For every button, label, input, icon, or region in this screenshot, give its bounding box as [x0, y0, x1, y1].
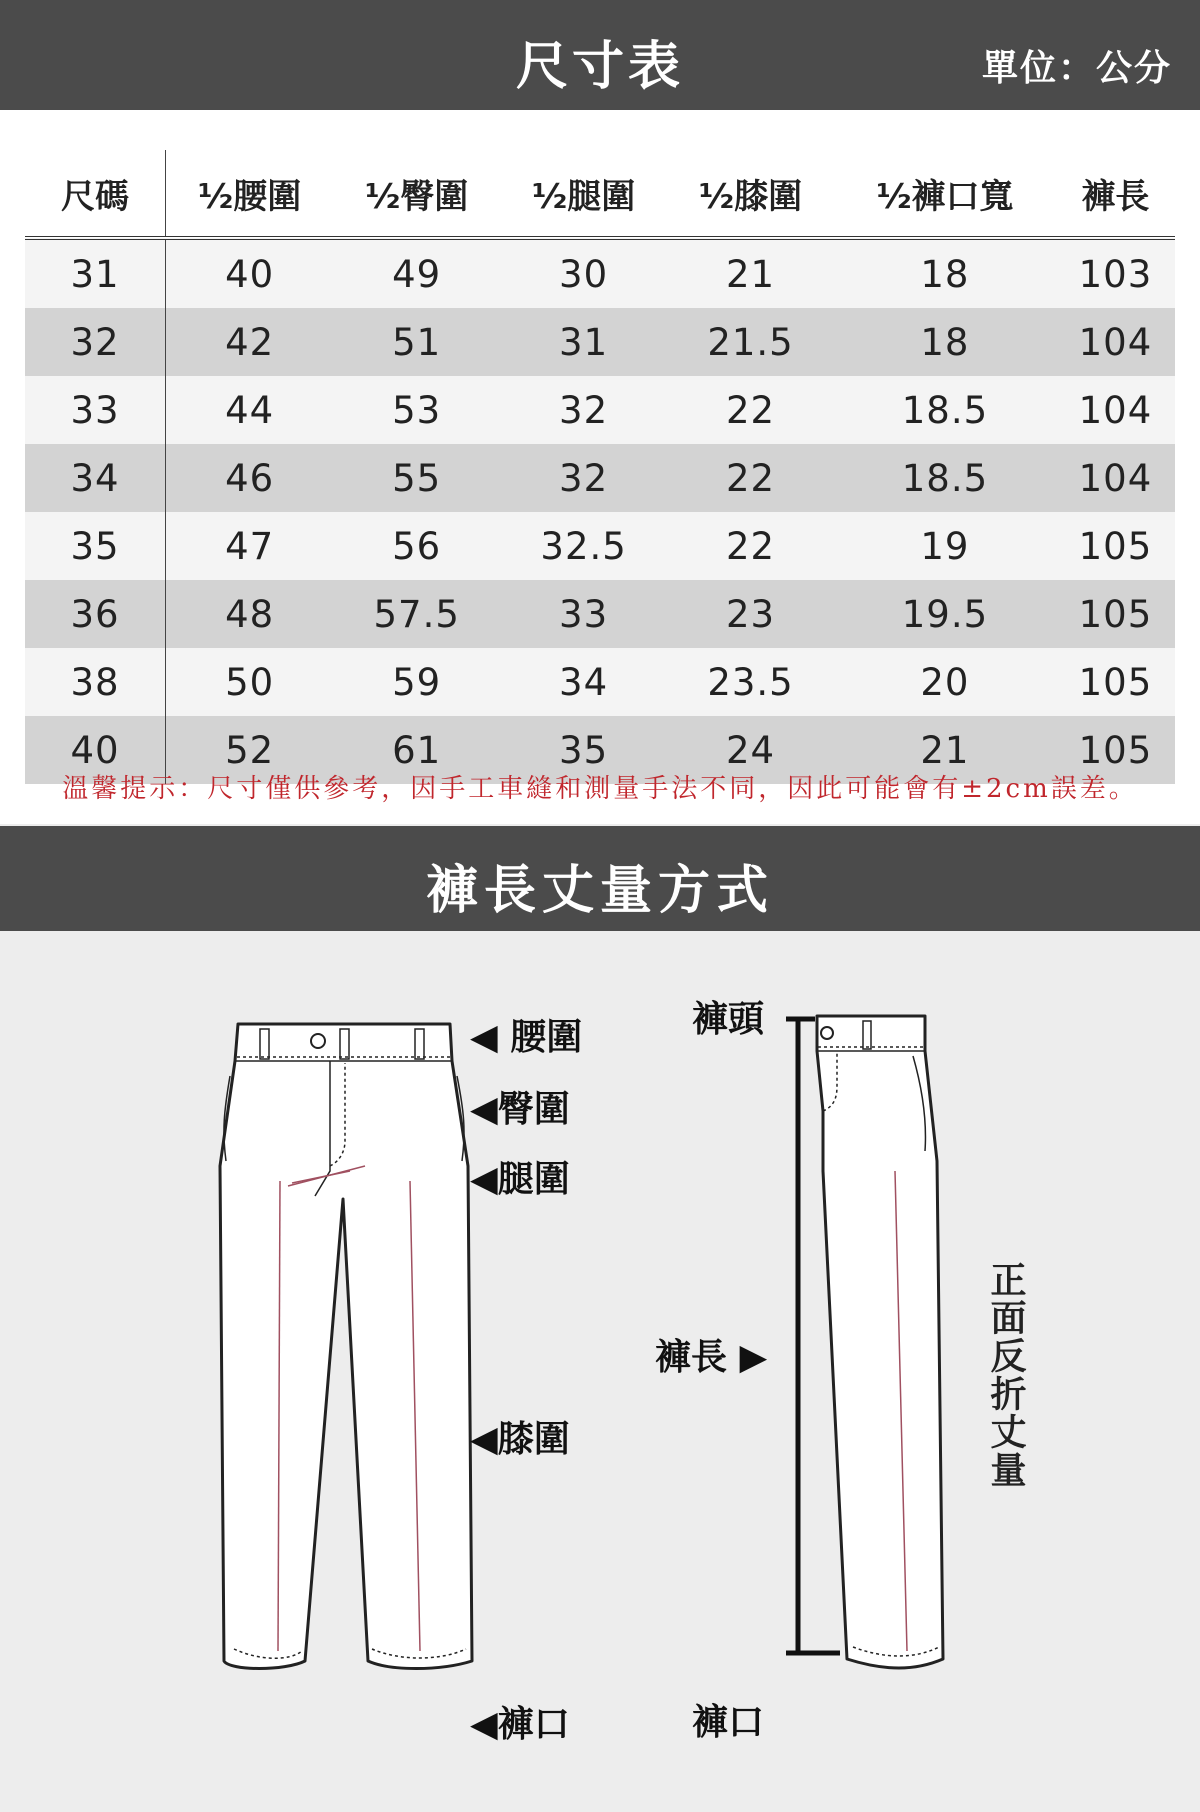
size-chart-header	[0, 0, 1200, 110]
table-cell: 32	[500, 444, 667, 512]
column-header: ½腰圍	[166, 150, 334, 238]
table-cell: 44	[166, 376, 334, 444]
table-cell: 42	[166, 308, 334, 376]
table-cell: 19	[834, 512, 1056, 580]
table-cell: 40	[25, 716, 166, 784]
section-title: 褲長丈量方式	[425, 861, 774, 921]
table-cell: 21	[667, 238, 834, 308]
measurement-diagram	[0, 931, 1200, 1812]
table-row	[25, 308, 1175, 376]
size-table-panel	[0, 110, 1200, 824]
table-cell: 18.5	[834, 444, 1056, 512]
table-header-row	[25, 150, 1175, 238]
column-header: ½褲口寬	[834, 150, 1056, 238]
unit-label: 單位：公分	[981, 48, 1172, 89]
table-cell: 36	[25, 580, 166, 648]
table-cell: 35	[500, 716, 667, 784]
side-hem-label: 褲口	[692, 1702, 765, 1743]
column-header: ½臀圍	[333, 150, 500, 238]
table-cell: 31	[25, 238, 166, 308]
waist-label: ◀ 腰圍	[470, 1017, 583, 1058]
hem-label: ◀褲口	[470, 1704, 570, 1745]
table-cell: 52	[166, 716, 334, 784]
table-cell: 33	[25, 376, 166, 444]
table-cell: 18.5	[834, 376, 1056, 444]
table-row	[25, 238, 1175, 308]
table-cell: 30	[500, 238, 667, 308]
table-cell: 105	[1056, 716, 1175, 784]
table-cell: 35	[25, 512, 166, 580]
table-cell: 20	[834, 648, 1056, 716]
table-cell: 104	[1056, 308, 1175, 376]
table-cell: 33	[500, 580, 667, 648]
table-cell: 50	[166, 648, 334, 716]
table-row	[25, 648, 1175, 716]
table-cell: 53	[333, 376, 500, 444]
column-header: ½腿圍	[500, 150, 667, 238]
hip-label: ◀臀圍	[470, 1089, 570, 1130]
table-cell: 22	[667, 376, 834, 444]
table-cell: 104	[1056, 376, 1175, 444]
waistband-label: 褲頭	[692, 999, 765, 1040]
table-cell: 38	[25, 648, 166, 716]
table-row	[25, 444, 1175, 512]
length-label: 褲長 ▶	[655, 1337, 768, 1378]
table-cell: 22	[667, 512, 834, 580]
table-row	[25, 580, 1175, 648]
table-cell: 59	[333, 648, 500, 716]
table-cell: 46	[166, 444, 334, 512]
table-cell: 105	[1056, 580, 1175, 648]
table-cell: 61	[333, 716, 500, 784]
table-cell: 18	[834, 238, 1056, 308]
page-title: 尺寸表	[515, 37, 684, 97]
table-cell: 32.5	[500, 512, 667, 580]
table-cell: 51	[333, 308, 500, 376]
table-cell: 23.5	[667, 648, 834, 716]
table-cell: 47	[166, 512, 334, 580]
table-cell: 32	[500, 376, 667, 444]
measurement-note: 溫馨提示：尺寸僅供參考，因手工車縫和測量手法不同，因此可能會有±2cm誤差。	[62, 774, 1138, 804]
table-cell: 32	[25, 308, 166, 376]
table-cell: 21	[834, 716, 1056, 784]
size-table	[25, 150, 1175, 784]
table-cell: 105	[1056, 648, 1175, 716]
table-cell: 40	[166, 238, 334, 308]
table-cell: 105	[1056, 512, 1175, 580]
table-cell: 24	[667, 716, 834, 784]
measure-section-header	[0, 826, 1200, 931]
table-cell: 34	[500, 648, 667, 716]
table-row	[25, 376, 1175, 444]
table-cell: 18	[834, 308, 1056, 376]
table-cell: 34	[25, 444, 166, 512]
thigh-label: ◀腿圍	[470, 1159, 570, 1200]
column-header: ½膝圍	[667, 150, 834, 238]
table-cell: 48	[166, 580, 334, 648]
table-cell: 22	[667, 444, 834, 512]
table-cell: 103	[1056, 238, 1175, 308]
table-cell: 19.5	[834, 580, 1056, 648]
fold-measure-note: 正面反折丈量	[985, 1261, 1026, 1489]
column-header: 褲長	[1056, 150, 1175, 238]
table-cell: 49	[333, 238, 500, 308]
knee-label: ◀膝圍	[470, 1419, 570, 1460]
table-cell: 23	[667, 580, 834, 648]
column-header: 尺碼	[25, 150, 166, 238]
pants-front-illustration	[200, 1021, 490, 1671]
table-cell: 57.5	[333, 580, 500, 648]
table-cell: 21.5	[667, 308, 834, 376]
table-cell: 56	[333, 512, 500, 580]
table-row	[25, 512, 1175, 580]
table-cell: 31	[500, 308, 667, 376]
table-cell: 104	[1056, 444, 1175, 512]
table-cell: 55	[333, 444, 500, 512]
length-measure-line	[780, 1011, 840, 1671]
